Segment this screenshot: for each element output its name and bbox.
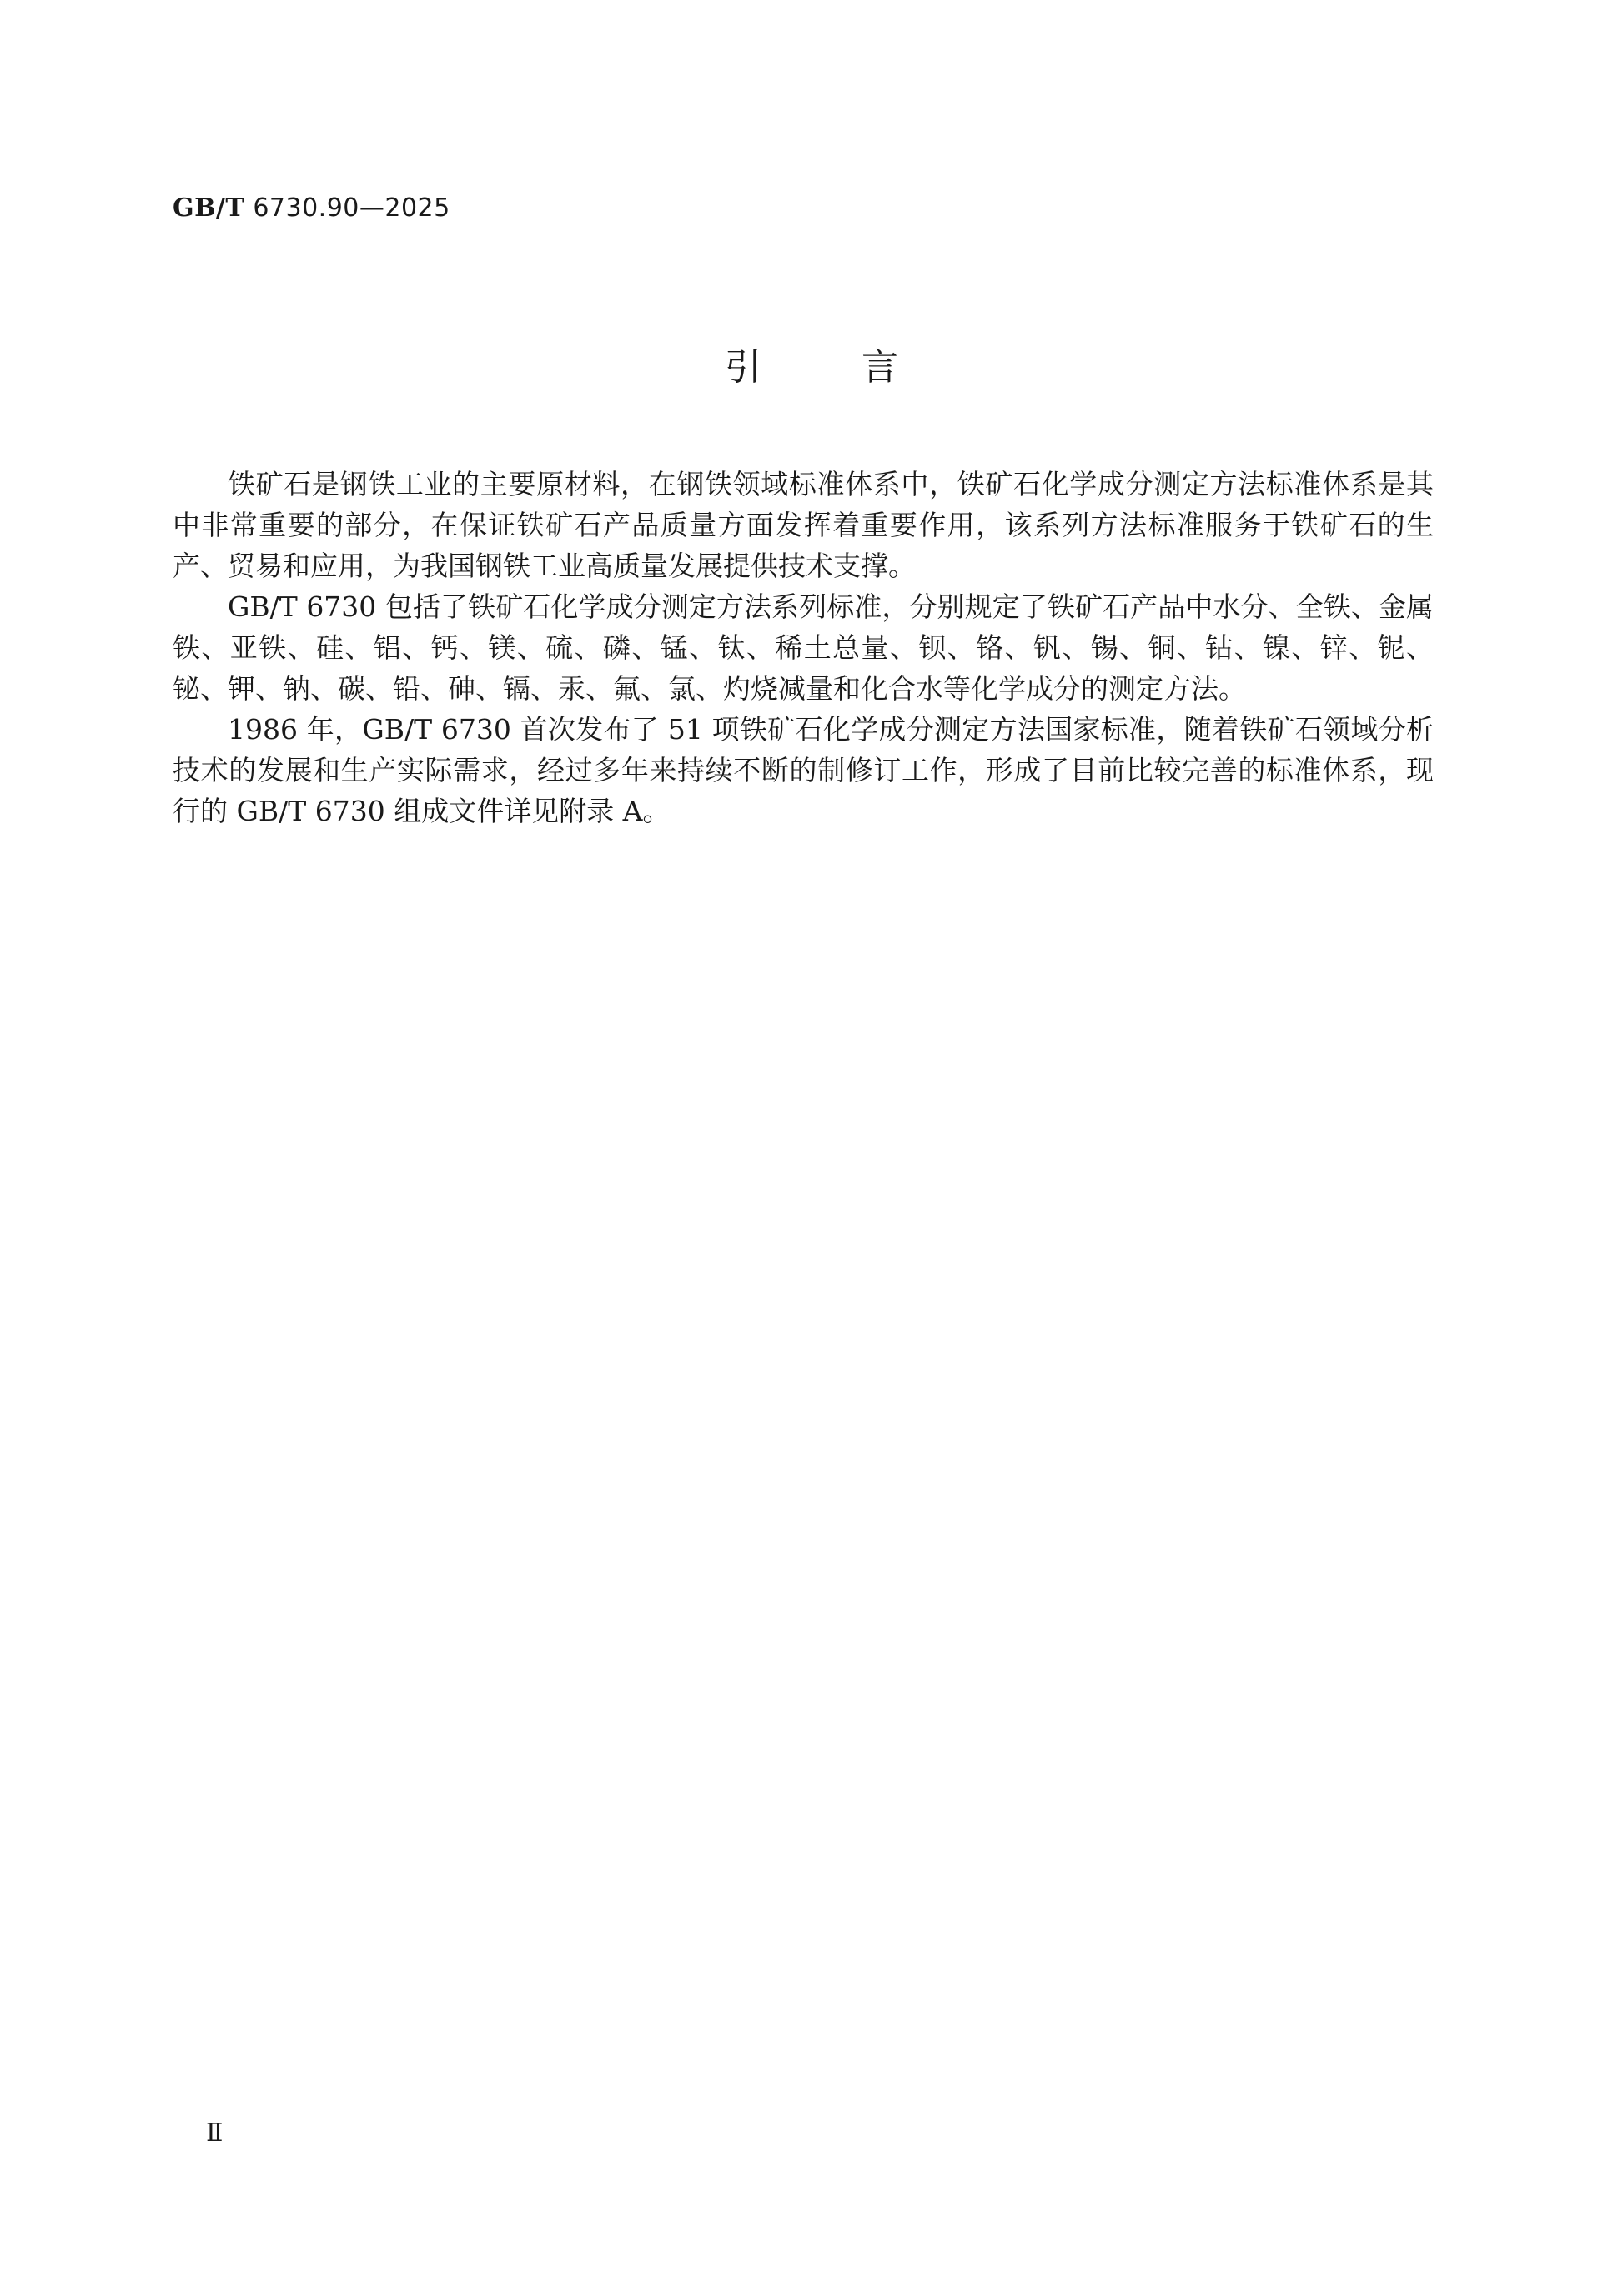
page-number: Ⅱ — [206, 2118, 224, 2148]
standard-code-number: 6730.90—2025 — [253, 193, 450, 223]
paragraph-3: 1986 年，GB/T 6730 首次发布了 51 项铁矿石化学成分测定方法国家标准，随着铁矿石领域分析技术的发展和生产实际需求，经过多年来持续不断的制修订工作，形成了目前比较完善的标准体系，现行的 GB/T 6730 组成文件详见附录 A。 — [173, 713, 1434, 827]
paragraph-1: 铁矿石是钢铁工业的主要原材料，在钢铁领域标准体系中，铁矿石化学成分测定方法标准体系是其中非常重要的部分，在保证铁矿石产品质量方面发挥着重要作用，该系列方法标准服务于铁矿石的生产、贸易和应用，为我国钢铁工业高质量发展提供技术支撑。 — [173, 468, 1434, 582]
standard-code-header — [173, 193, 450, 223]
paragraph-2: GB/T 6730 包括了铁矿石化学成分测定方法系列标准，分别规定了铁矿石产品中水分、全铁、金属铁、亚铁、硅、铝、钙、镁、硫、磷、锰、钛、稀土总量、钡、铬、钒、锡、铜、钴、镍、锌、铌、铋、钾、钠、碳、铅、砷、镉、汞、氟、氯、灼烧减量和化合水等化学成分的测定方法。 — [173, 590, 1434, 705]
standard-code-prefix: GB/T — [173, 193, 245, 223]
introduction-body — [173, 464, 1434, 831]
section-title: 引言 — [725, 346, 998, 389]
